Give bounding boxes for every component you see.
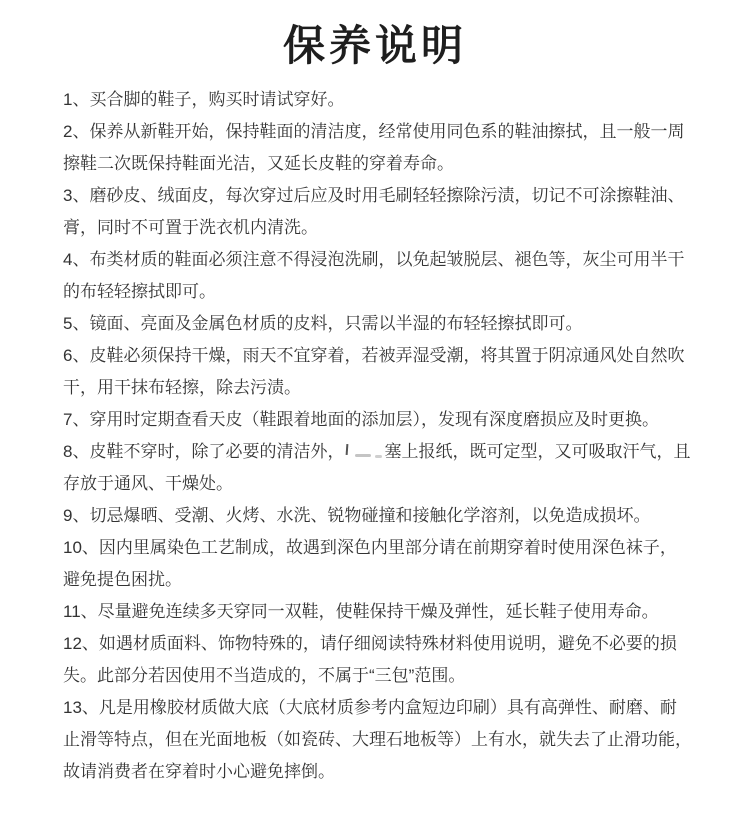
care-instruction-item-4: 4、布类材质的鞋面必须注意不得浸泡洗刷，以免起皱脱层、褪色等，灰尘可用半干的布轻轻擦拭即可。 [63,250,685,301]
item-8-text-after-smudge: 塞上报纸，既可定型，又可吸取汗气，且存放于通风、干燥处。 [63,442,691,493]
erased-text-smudge [344,442,384,460]
care-instruction-item-10: 10、因内里属染色工艺制成，故遇到深色内里部分请在前期穿着时使用深色袜子，避免提色困扰。 [63,538,677,589]
care-instruction-item-3: 3、磨砂皮、绒面皮，每次穿过后应及时用毛刷轻轻擦除污渍，切记不可涂擦鞋油、膏，同时不可置于洗衣机内清洗。 [63,186,685,237]
care-instructions-list [63,84,693,788]
care-instruction-item-12: 12、如遇材质面料、饰物特殊的，请仔细阅读特殊材料使用说明，避免不必要的损失。此部分若因使用不当造成的，不属于“三包”范围。 [63,634,677,685]
item-8-text-before-smudge: 8、皮鞋不穿时，除了必要的清洁外， [63,442,345,461]
care-instruction-item-5: 5、镜面、亮面及金属色材质的皮料，只需以半湿的布轻轻擦拭即可。 [63,314,583,333]
page-title: 保养说明 [282,24,467,70]
care-instruction-item-8 [63,436,693,500]
care-instruction-item-2: 2、保养从新鞋开始，保持鞋面的清洁度，经常使用同色系的鞋油擦拭，且一般一周擦鞋二次既保持鞋面光洁，又延长皮鞋的穿着寿命。 [63,122,685,173]
care-instruction-item-9: 9、切忌爆晒、受潮、火烤、水洗、锐物碰撞和接触化学溶剂，以免造成损坏。 [63,506,651,525]
care-instruction-item-11: 11、尽量避免连续多天穿同一双鞋，使鞋保持干燥及弹性，延长鞋子使用寿命。 [63,602,659,621]
care-instruction-item-6: 6、皮鞋必须保持干燥，雨天不宜穿着，若被弄湿受潮，将其置于阴凉通风处自然吹干，用干抹布轻擦，除去污渍。 [63,346,685,397]
care-instruction-item-13: 13、凡是用橡胶材质做大底（大底材质参考内盒短边印刷）具有高弹性、耐磨、耐止滑等特点，但在光面地板（如瓷砖、大理石地板等）上有水，就失去了止滑功能，故请消费者在穿着时小心避免摔倒。 [63,698,692,781]
care-instruction-item-1: 1、买合脚的鞋子，购买时请试穿好。 [63,90,345,109]
care-instruction-item-7: 7、穿用时定期查看天皮（鞋跟着地面的添加层），发现有深度磨损应及时更换。 [63,410,659,429]
